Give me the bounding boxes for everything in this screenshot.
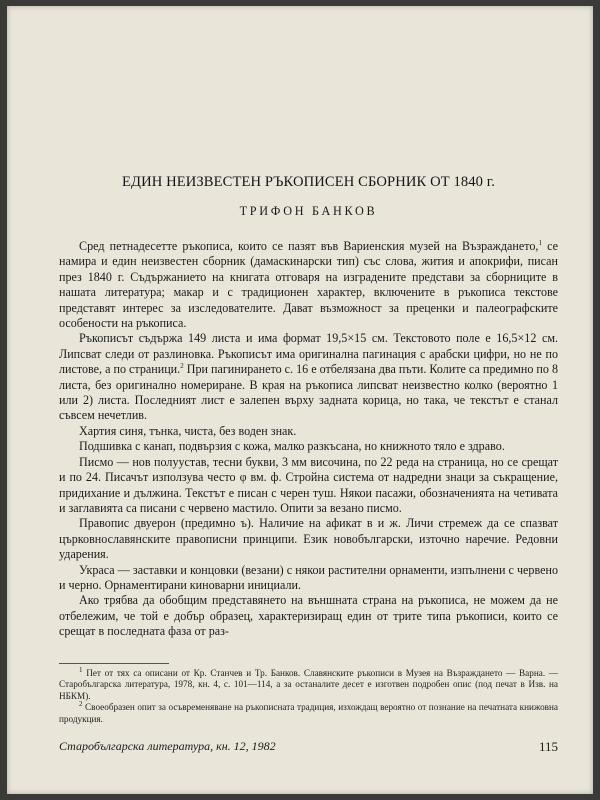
paragraph-8: Ако трябва да обобщим представянето на външната страна на ръкописа, не можем да не отбележим, че той е добър образец, характеризиращ един от трите типа ръкописи, които се срещат в последната фаза от раз- (59, 593, 558, 639)
article-body (59, 239, 558, 640)
paragraph-1: Сред петнадесетте ръкописа, които се пазят във Вариенския музей на Възраждането,$^1$ се намира и един неизвестен сборник (дамаскинарски тип) със слова, жития и апокрифи, писан през 1840 г. Съдържанието на книгата отговаря на изградените представи за сборниците в нашата литература; макар и с традиционен характер, включените в ръкописа текстове представят интерес за изследователите. Дават възможност за преценки и палеографските особености на ръкописа. (59, 238, 558, 331)
paragraph-3: Хартия синя, тънка, чиста, без воден знак. (79, 423, 297, 438)
paragraph-6: Правопис двуерон (предимно ъ). Наличие на афикат в и ж. Личи стремеж да се спазват църковнославянските правописни принципи. Език новобългарски, източно наречие. Редовни ударения. (59, 516, 558, 562)
footnote-ref-2[interactable]: 2 (180, 362, 184, 371)
paragraph-2: Ръкописът съдържа 149 листа и има формат 19,5×15 см. Текстовото поле е 16,5×12 см. Липсват следи от разлиновка. Ръкописът има оригинална пагинация с арабски цифри, но не по листове, а по страници.$^2$ При пагинирането с. 16 е отбелязана два пъти. Колите са предимно по 8 листа, без оригинално номериране. В края на ръкописа липсват неизвестно колко (вероятно 1 или 2) листа. Последният лист е залепен върху задната корица, но така, че текстът е станал съвсем нечетлив. (59, 331, 558, 423)
article-author: ТРИФОН БАНКОВ (239, 204, 378, 218)
article (59, 174, 558, 640)
journal-citation: Старобългарска литература, кн. 12, 1982 (59, 739, 276, 753)
footnote-divider (59, 663, 169, 664)
footnote-ref-1[interactable]: 1 (538, 238, 542, 247)
footnote-1: $^1$ Пет от тях са описани от Кр. Станчев и Тр. Банков. Славянските ръкописи в Музея на Възраждането — Варна. — Старобългарска литература, 1978, кн. 4, с. 101—114, а за останалите десет е изготвен подробен опис (под печат в Изв. на НБКМ). (59, 665, 558, 701)
article-title: ЕДИН НЕИЗВЕСТЕН РЪКОПИСЕН СБОРНИК ОТ 1840 г. (122, 174, 495, 190)
paragraph-4: Подшивка с канап, подвързия с кожа, малко разкъсана, но книжното тяло е здраво. (79, 439, 505, 454)
paragraph-5: Писмо — нов полуустав, тесни букви, 3 мм височина, по 22 реда на страница, но се срещат и по 24. Писачът използува често φ вм. ф. Стройна система от надредни знаци за съкращение, придихание и дължина. Текстът е писан с черен туш. Някои пасажи, обозначенията на четивата и заглавията са писани с червено мастило. Опити за везано писмо. (59, 454, 558, 515)
footnote-2: $^2$ Своеобразен опит за осъвременяване на ръкописната традиция, изхождащ вероятно от познание на печатната книжовна продукция. (59, 700, 558, 724)
document-page (7, 6, 593, 794)
paragraph-7: Украса — заставки и концовки (везани) с някои растителни орнаменти, изпълнени с червено и черно. Орнаментирани киноварни инициали. (59, 562, 558, 592)
page-number: 115 (538, 739, 558, 754)
footnotes (59, 663, 558, 725)
running-footer (59, 739, 558, 754)
